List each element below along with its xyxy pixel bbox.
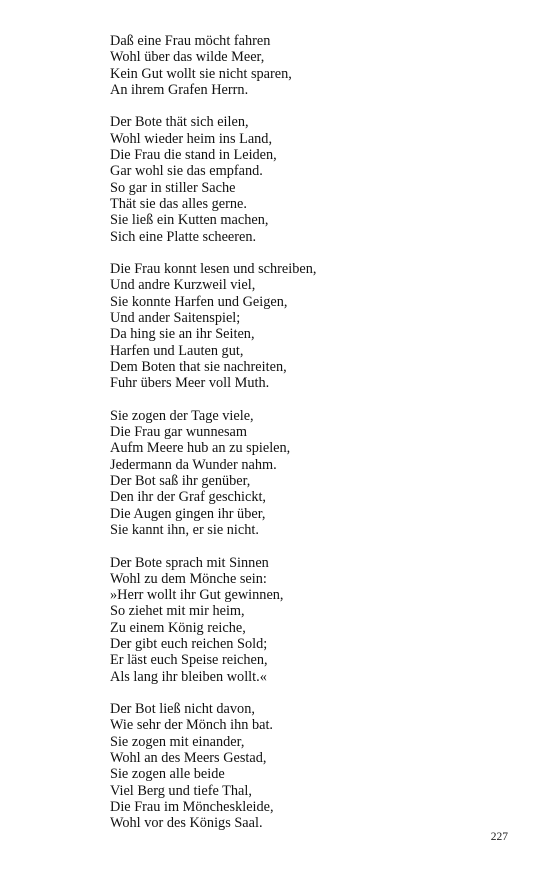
verse-line: Zu einem König reiche, <box>110 619 246 636</box>
verse-line: Wohl vor des Königs Saal. <box>110 815 263 832</box>
verse-line: So ziehet mit mir heim, <box>110 603 245 620</box>
verse-line: Den ihr der Graf geschickt, <box>110 489 267 506</box>
verse-line: Kein Gut wollt sie nicht sparen, <box>110 65 292 82</box>
verse-line: Und ander Saitenspiel; <box>110 310 241 327</box>
verse-line: Da hing sie an ihr Seiten, <box>110 326 255 343</box>
verse-line: Die Frau die stand in Leiden, <box>110 147 277 164</box>
verse-line: Viel Berg und tiefe Thal, <box>110 782 252 799</box>
verse-line: An ihrem Grafen Herrn. <box>110 81 249 98</box>
verse-line: Er läst euch Speise reichen, <box>110 652 268 669</box>
verse-line: Der Bote sprach mit Sinnen <box>110 554 269 571</box>
verse-line: Jedermann da Wunder nahm. <box>110 456 277 473</box>
verse-line: Der gibt euch reichen Sold; <box>110 635 268 652</box>
verse-line: Thät sie das alles gerne. <box>110 195 247 212</box>
verse-line: Wohl über das wilde Meer, <box>110 49 265 66</box>
verse-line: Wohl an des Meers Gestad, <box>110 750 267 767</box>
verse-line: So gar in stiller Sache <box>110 179 236 196</box>
verse-line: Sie zogen der Tage viele, <box>110 407 254 424</box>
verse-line: Fuhr übers Meer voll Muth. <box>110 375 270 392</box>
verse-line: Sie konnte Harfen und Geigen, <box>110 293 288 310</box>
verse-line: Wie sehr der Mönch ihn bat. <box>110 717 273 734</box>
verse-line: Sie ließ ein Kutten machen, <box>110 212 269 229</box>
stanza-1 <box>110 33 510 98</box>
verse-line: Dem Boten that sie nachreiten, <box>110 358 287 375</box>
verse-line: Wohl wieder heim ins Land, <box>110 130 273 147</box>
verse-line: Sie zogen alle beide <box>110 766 225 783</box>
verse-line: Der Bot saß ihr genüber, <box>110 473 251 490</box>
verse-line: »Herr wollt ihr Gut gewinnen, <box>110 587 284 604</box>
verse-line: Als lang ihr bleiben wollt.« <box>110 668 267 685</box>
page-number: 227 <box>490 831 508 843</box>
verse-line: Und andre Kurzweil viel, <box>110 277 256 294</box>
stanza-2 <box>110 114 510 244</box>
verse-line: Die Frau im Möncheskleide, <box>110 798 274 815</box>
verse-line: Die Frau gar wunnesam <box>110 424 247 441</box>
verse-line: Gar wohl sie das empfand. <box>110 163 263 180</box>
verse-line: Sich eine Platte scheeren. <box>110 228 257 245</box>
verse-line: Sie kannt ihn, er sie nicht. <box>110 521 259 538</box>
verse-line: Aufm Meere hub an zu spielen, <box>110 440 291 457</box>
poem-text <box>110 33 510 848</box>
stanza-3 <box>110 261 510 391</box>
verse-line: Der Bot ließ nicht davon, <box>110 701 255 718</box>
stanza-4 <box>110 408 510 538</box>
stanza-6 <box>110 701 510 831</box>
stanza-5 <box>110 555 510 685</box>
verse-line: Die Frau konnt lesen und schreiben, <box>110 261 317 278</box>
verse-line: Der Bote thät sich eilen, <box>110 114 249 131</box>
verse-line: Daß eine Frau möcht fahren <box>110 33 271 49</box>
verse-line: Harfen und Lauten gut, <box>110 342 244 359</box>
verse-line: Sie zogen mit einander, <box>110 733 245 750</box>
verse-line: Wohl zu dem Mönche sein: <box>110 570 267 587</box>
verse-line: Die Augen gingen ihr über, <box>110 505 266 522</box>
